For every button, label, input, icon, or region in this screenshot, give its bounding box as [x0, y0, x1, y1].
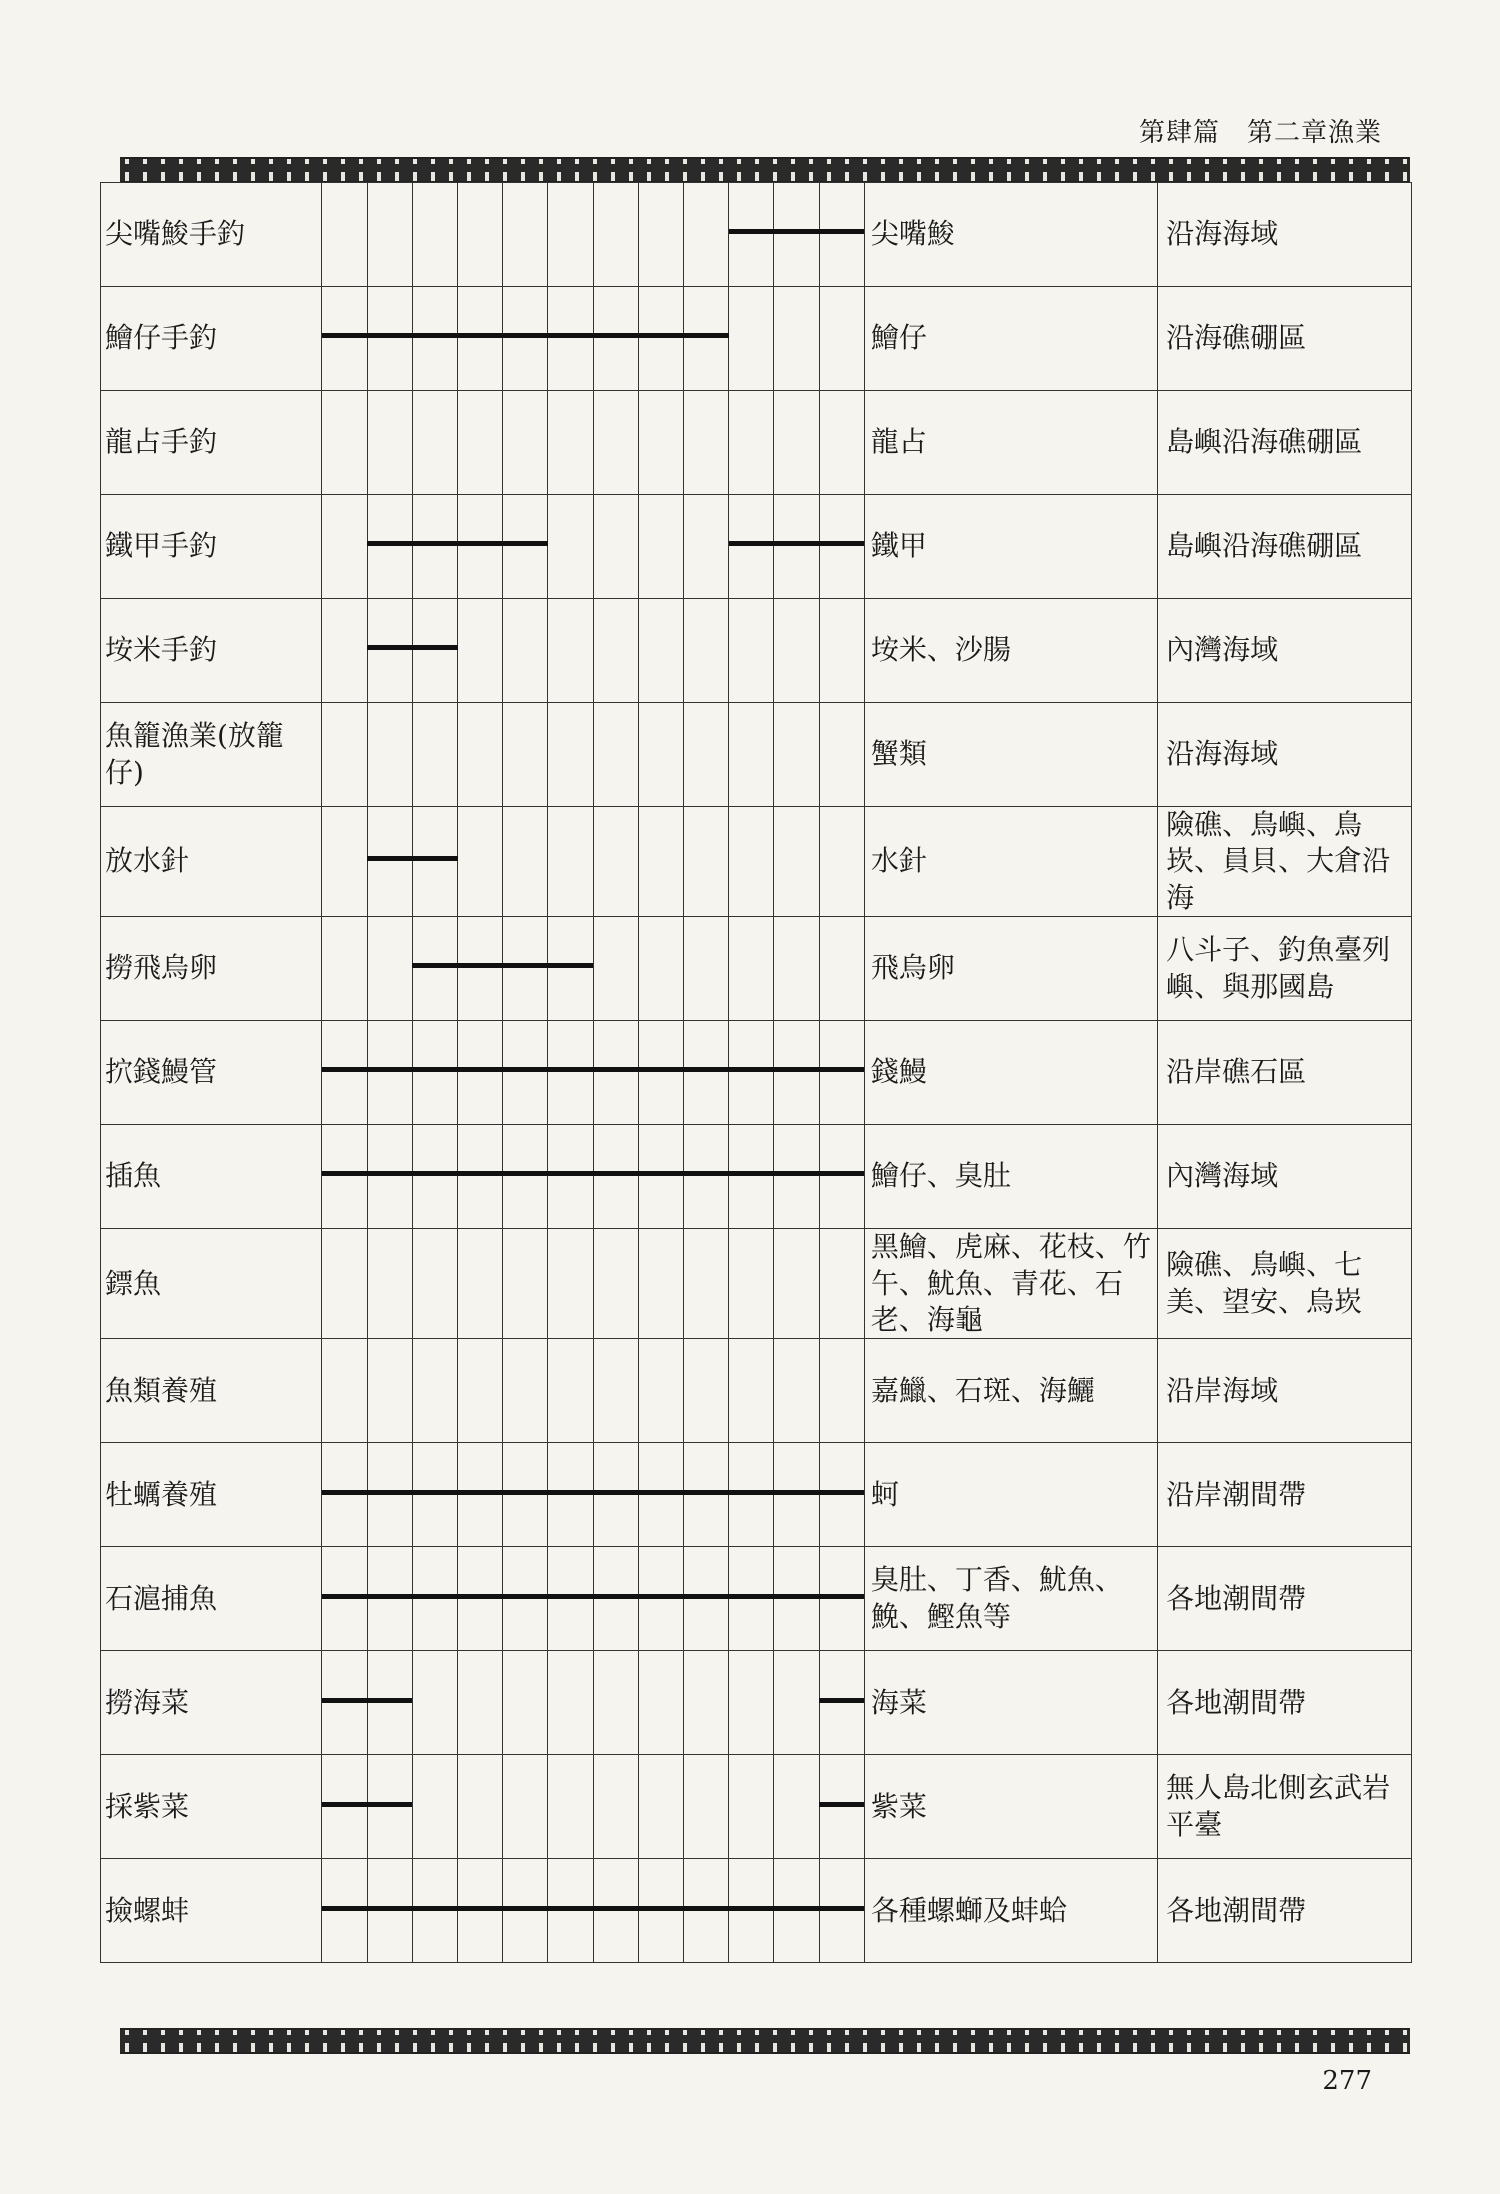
month-cell: [503, 599, 548, 703]
table-row: [101, 1859, 1412, 1963]
table-row: [101, 1339, 1412, 1443]
month-cell: [548, 1859, 593, 1963]
month-cell: [503, 1755, 548, 1859]
month-cell: [593, 1755, 638, 1859]
season-bar: [322, 1067, 864, 1072]
month-cell: [593, 287, 638, 391]
running-header: 第肆篇 第二章漁業: [1138, 118, 1382, 148]
month-cell: [503, 287, 548, 391]
season-bar: [322, 1698, 412, 1703]
month-cell: [503, 1339, 548, 1443]
table-row: [101, 807, 1412, 917]
month-cell: [503, 703, 548, 807]
month-cell: [684, 1339, 729, 1443]
month-cell: [412, 703, 457, 807]
month-cell: [367, 1021, 412, 1125]
species-cell: 尖嘴鮻: [864, 183, 1157, 287]
month-cell: [503, 917, 548, 1021]
month-cell: [774, 1443, 819, 1547]
month-cell: [729, 1443, 774, 1547]
month-cell: [819, 287, 864, 391]
month-cell: [638, 1021, 683, 1125]
month-cell: [729, 287, 774, 391]
month-cell: [684, 807, 729, 917]
month-cell: [638, 1547, 683, 1651]
month-cell: [638, 1859, 683, 1963]
month-cell: [593, 599, 638, 703]
month-cell: [548, 391, 593, 495]
month-cell: [412, 1125, 457, 1229]
month-cell: [729, 1229, 774, 1339]
decorative-border-top: [120, 157, 1410, 183]
season-bar: [729, 229, 865, 234]
month-cell: [638, 703, 683, 807]
month-cell: [367, 1755, 412, 1859]
season-bar: [412, 963, 593, 968]
month-cell: [819, 1859, 864, 1963]
season-bar: [322, 333, 729, 338]
month-cell: [367, 1859, 412, 1963]
season-bar: [322, 1906, 864, 1911]
month-cell: [819, 1021, 864, 1125]
month-cell: [774, 391, 819, 495]
month-cell: [548, 703, 593, 807]
fishing-method-cell: 撈飛烏卵: [101, 917, 322, 1021]
month-cell: [729, 599, 774, 703]
area-cell: 沿岸潮間帶: [1158, 1443, 1412, 1547]
month-cell: [322, 183, 367, 287]
area-cell: 各地潮間帶: [1158, 1547, 1412, 1651]
species-cell: 蟹類: [864, 703, 1157, 807]
month-cell: [684, 287, 729, 391]
month-cell: [819, 1125, 864, 1229]
month-cell: [503, 807, 548, 917]
month-cell: [548, 1021, 593, 1125]
month-cell: [819, 1547, 864, 1651]
month-cell: [458, 391, 503, 495]
month-cell: [684, 1755, 729, 1859]
month-cell: [367, 703, 412, 807]
species-cell: 紫菜: [864, 1755, 1157, 1859]
month-cell: [593, 391, 638, 495]
month-cell: [458, 287, 503, 391]
month-cell: [593, 1547, 638, 1651]
month-cell: [638, 1443, 683, 1547]
month-cell: [412, 599, 457, 703]
month-cell: [412, 391, 457, 495]
month-cell: [638, 183, 683, 287]
month-cell: [684, 917, 729, 1021]
month-cell: [729, 495, 774, 599]
fishing-method-cell: 撿螺蚌: [101, 1859, 322, 1963]
month-cell: [458, 1859, 503, 1963]
month-cell: [503, 1021, 548, 1125]
month-cell: [367, 599, 412, 703]
month-cell: [322, 1859, 367, 1963]
month-cell: [819, 1755, 864, 1859]
month-cell: [638, 1229, 683, 1339]
fishing-method-cell: 尖嘴鮻手釣: [101, 183, 322, 287]
month-cell: [774, 1651, 819, 1755]
season-bar: [367, 541, 548, 546]
month-cell: [322, 1229, 367, 1339]
season-bar: [819, 1802, 864, 1807]
month-cell: [774, 1125, 819, 1229]
month-cell: [458, 1755, 503, 1859]
month-cell: [819, 495, 864, 599]
season-bar: [367, 856, 457, 861]
month-cell: [774, 287, 819, 391]
month-cell: [774, 1755, 819, 1859]
month-cell: [593, 1443, 638, 1547]
area-cell: 各地潮間帶: [1158, 1859, 1412, 1963]
month-cell: [638, 1125, 683, 1229]
table-row: [101, 495, 1412, 599]
area-cell: 島嶼沿海礁硼區: [1158, 495, 1412, 599]
area-cell: 沿海海域: [1158, 703, 1412, 807]
month-cell: [503, 1125, 548, 1229]
month-cell: [412, 287, 457, 391]
month-cell: [458, 183, 503, 287]
season-bar: [819, 1698, 864, 1703]
species-cell: 臭肚、丁香、魷魚、鮸、鰹魚等: [864, 1547, 1157, 1651]
month-cell: [638, 807, 683, 917]
month-cell: [729, 391, 774, 495]
month-cell: [458, 917, 503, 1021]
month-cell: [458, 1443, 503, 1547]
table-row: [101, 287, 1412, 391]
month-cell: [729, 183, 774, 287]
month-cell: [412, 183, 457, 287]
month-cell: [774, 1339, 819, 1443]
month-cell: [729, 1021, 774, 1125]
month-cell: [638, 391, 683, 495]
month-cell: [548, 1125, 593, 1229]
month-cell: [548, 917, 593, 1021]
month-cell: [412, 1651, 457, 1755]
table-row: [101, 1125, 1412, 1229]
month-cell: [819, 1443, 864, 1547]
month-cell: [729, 917, 774, 1021]
month-cell: [684, 495, 729, 599]
month-cell: [458, 1021, 503, 1125]
month-cell: [412, 1339, 457, 1443]
month-cell: [412, 1859, 457, 1963]
area-cell: 沿岸海域: [1158, 1339, 1412, 1443]
month-cell: [684, 1547, 729, 1651]
month-cell: [322, 1547, 367, 1651]
area-cell: 沿岸礁石區: [1158, 1021, 1412, 1125]
month-cell: [367, 917, 412, 1021]
month-cell: [503, 1547, 548, 1651]
month-cell: [548, 1229, 593, 1339]
fishing-method-cell: 插魚: [101, 1125, 322, 1229]
season-bar: [322, 1171, 864, 1176]
month-cell: [638, 1651, 683, 1755]
month-cell: [322, 1125, 367, 1229]
fishing-method-cell: 鱠仔手釣: [101, 287, 322, 391]
month-cell: [367, 1125, 412, 1229]
month-cell: [458, 703, 503, 807]
month-cell: [322, 391, 367, 495]
month-cell: [819, 391, 864, 495]
month-cell: [367, 1339, 412, 1443]
species-cell: 鱠仔、臭肚: [864, 1125, 1157, 1229]
month-cell: [819, 183, 864, 287]
fishing-method-cell: 魚籠漁業(放籠仔): [101, 703, 322, 807]
month-cell: [322, 287, 367, 391]
month-cell: [684, 1021, 729, 1125]
area-cell: 內灣海域: [1158, 599, 1412, 703]
month-cell: [729, 1859, 774, 1963]
table-row: [101, 599, 1412, 703]
month-cell: [548, 183, 593, 287]
month-cell: [593, 495, 638, 599]
month-cell: [503, 1859, 548, 1963]
month-cell: [458, 495, 503, 599]
month-cell: [593, 703, 638, 807]
month-cell: [729, 1651, 774, 1755]
month-cell: [593, 807, 638, 917]
month-cell: [548, 1339, 593, 1443]
month-cell: [774, 1229, 819, 1339]
month-cell: [684, 1859, 729, 1963]
month-cell: [367, 495, 412, 599]
table-row: [101, 1443, 1412, 1547]
fishing-method-cell: 石滬捕魚: [101, 1547, 322, 1651]
area-cell: 無人島北側玄武岩平臺: [1158, 1755, 1412, 1859]
month-cell: [548, 1443, 593, 1547]
month-cell: [729, 1755, 774, 1859]
species-cell: 垵米、沙腸: [864, 599, 1157, 703]
month-cell: [684, 391, 729, 495]
month-cell: [774, 1859, 819, 1963]
month-cell: [412, 1547, 457, 1651]
month-cell: [774, 703, 819, 807]
month-cell: [729, 807, 774, 917]
species-cell: 海菜: [864, 1651, 1157, 1755]
fishing-method-cell: 垵米手釣: [101, 599, 322, 703]
month-cell: [322, 599, 367, 703]
month-cell: [684, 599, 729, 703]
month-cell: [774, 1021, 819, 1125]
species-cell: 水針: [864, 807, 1157, 917]
fishing-method-cell: 㧒錢鰻管: [101, 1021, 322, 1125]
month-cell: [322, 1443, 367, 1547]
month-cell: [774, 495, 819, 599]
month-cell: [503, 1229, 548, 1339]
season-bar: [729, 541, 865, 546]
fishing-method-cell: 撈海菜: [101, 1651, 322, 1755]
table-row: [101, 1021, 1412, 1125]
month-cell: [367, 287, 412, 391]
month-cell: [503, 495, 548, 599]
species-cell: 龍占: [864, 391, 1157, 495]
month-cell: [322, 917, 367, 1021]
month-cell: [819, 599, 864, 703]
month-cell: [593, 1125, 638, 1229]
month-cell: [638, 917, 683, 1021]
month-cell: [684, 183, 729, 287]
month-cell: [819, 1651, 864, 1755]
month-cell: [367, 391, 412, 495]
season-bar: [322, 1594, 864, 1599]
month-cell: [819, 807, 864, 917]
area-cell: 沿海礁硼區: [1158, 287, 1412, 391]
fishing-method-cell: 龍占手釣: [101, 391, 322, 495]
month-cell: [638, 599, 683, 703]
month-cell: [412, 495, 457, 599]
month-cell: [593, 917, 638, 1021]
month-cell: [322, 1755, 367, 1859]
month-cell: [774, 599, 819, 703]
area-cell: 八斗子、釣魚臺列嶼、與那國島: [1158, 917, 1412, 1021]
month-cell: [819, 1229, 864, 1339]
season-bar: [367, 645, 457, 650]
table-row: [101, 703, 1412, 807]
month-cell: [503, 1443, 548, 1547]
month-cell: [322, 807, 367, 917]
month-cell: [458, 1229, 503, 1339]
fishing-method-cell: 採紫菜: [101, 1755, 322, 1859]
month-cell: [548, 599, 593, 703]
month-cell: [729, 1547, 774, 1651]
season-bar: [322, 1802, 412, 1807]
month-cell: [412, 807, 457, 917]
species-cell: 鐵甲: [864, 495, 1157, 599]
table-row: [101, 183, 1412, 287]
month-cell: [729, 703, 774, 807]
species-cell: 鱠仔: [864, 287, 1157, 391]
month-cell: [458, 599, 503, 703]
month-cell: [593, 1021, 638, 1125]
month-cell: [458, 807, 503, 917]
month-cell: [503, 183, 548, 287]
month-cell: [458, 1547, 503, 1651]
month-cell: [774, 917, 819, 1021]
table-row: [101, 391, 1412, 495]
area-cell: 內灣海域: [1158, 1125, 1412, 1229]
fishing-method-cell: 牡蠣養殖: [101, 1443, 322, 1547]
month-cell: [548, 287, 593, 391]
month-cell: [819, 917, 864, 1021]
month-cell: [412, 1443, 457, 1547]
page-number: 277: [1322, 2066, 1372, 2096]
species-cell: 各種螺螄及蚌蛤: [864, 1859, 1157, 1963]
month-cell: [412, 1021, 457, 1125]
month-cell: [819, 1339, 864, 1443]
month-cell: [593, 183, 638, 287]
month-cell: [819, 703, 864, 807]
month-cell: [322, 1021, 367, 1125]
month-cell: [684, 1651, 729, 1755]
species-cell: 蚵: [864, 1443, 1157, 1547]
month-cell: [503, 391, 548, 495]
fishing-method-cell: 鏢魚: [101, 1229, 322, 1339]
month-cell: [458, 1125, 503, 1229]
month-cell: [367, 1547, 412, 1651]
table-row: [101, 1651, 1412, 1755]
area-cell: 沿海海域: [1158, 183, 1412, 287]
month-cell: [503, 1651, 548, 1755]
month-cell: [367, 1443, 412, 1547]
table-row: [101, 1547, 1412, 1651]
area-cell: 險礁、鳥嶼、七美、望安、烏崁: [1158, 1229, 1412, 1339]
month-cell: [367, 807, 412, 917]
fishing-method-cell: 魚類養殖: [101, 1339, 322, 1443]
month-cell: [774, 183, 819, 287]
month-cell: [684, 1125, 729, 1229]
month-cell: [729, 1339, 774, 1443]
month-cell: [638, 1339, 683, 1443]
month-cell: [548, 495, 593, 599]
month-cell: [322, 1339, 367, 1443]
month-cell: [684, 1229, 729, 1339]
month-cell: [593, 1339, 638, 1443]
month-cell: [774, 1547, 819, 1651]
month-cell: [367, 183, 412, 287]
species-cell: 飛烏卵: [864, 917, 1157, 1021]
month-cell: [548, 807, 593, 917]
month-cell: [593, 1859, 638, 1963]
month-cell: [774, 807, 819, 917]
month-cell: [412, 917, 457, 1021]
fishing-calendar-table: [100, 182, 1412, 1963]
fishing-method-cell: 放水針: [101, 807, 322, 917]
species-cell: 錢鰻: [864, 1021, 1157, 1125]
month-cell: [322, 495, 367, 599]
table-row: [101, 917, 1412, 1021]
month-cell: [548, 1547, 593, 1651]
month-cell: [412, 1755, 457, 1859]
decorative-border-bottom: [120, 2028, 1410, 2054]
month-cell: [593, 1229, 638, 1339]
month-cell: [367, 1651, 412, 1755]
month-cell: [638, 1755, 683, 1859]
month-cell: [322, 1651, 367, 1755]
month-cell: [322, 703, 367, 807]
month-cell: [412, 1229, 457, 1339]
month-cell: [684, 1443, 729, 1547]
month-cell: [458, 1651, 503, 1755]
month-cell: [638, 495, 683, 599]
month-cell: [729, 1125, 774, 1229]
month-cell: [548, 1755, 593, 1859]
season-bar: [322, 1490, 864, 1495]
month-cell: [458, 1339, 503, 1443]
table-row: [101, 1229, 1412, 1339]
month-cell: [548, 1651, 593, 1755]
month-cell: [367, 1229, 412, 1339]
fishing-method-cell: 鐵甲手釣: [101, 495, 322, 599]
month-cell: [593, 1651, 638, 1755]
area-cell: 各地潮間帶: [1158, 1651, 1412, 1755]
month-cell: [684, 703, 729, 807]
species-cell: 黑鱠、虎麻、花枝、竹午、魷魚、青花、石老、海龜: [864, 1229, 1157, 1339]
table-row: [101, 1755, 1412, 1859]
area-cell: 島嶼沿海礁硼區: [1158, 391, 1412, 495]
species-cell: 嘉鱲、石斑、海鱺: [864, 1339, 1157, 1443]
month-cell: [638, 287, 683, 391]
area-cell: 險礁、鳥嶼、鳥崁、員貝、大倉沿海: [1158, 807, 1412, 917]
